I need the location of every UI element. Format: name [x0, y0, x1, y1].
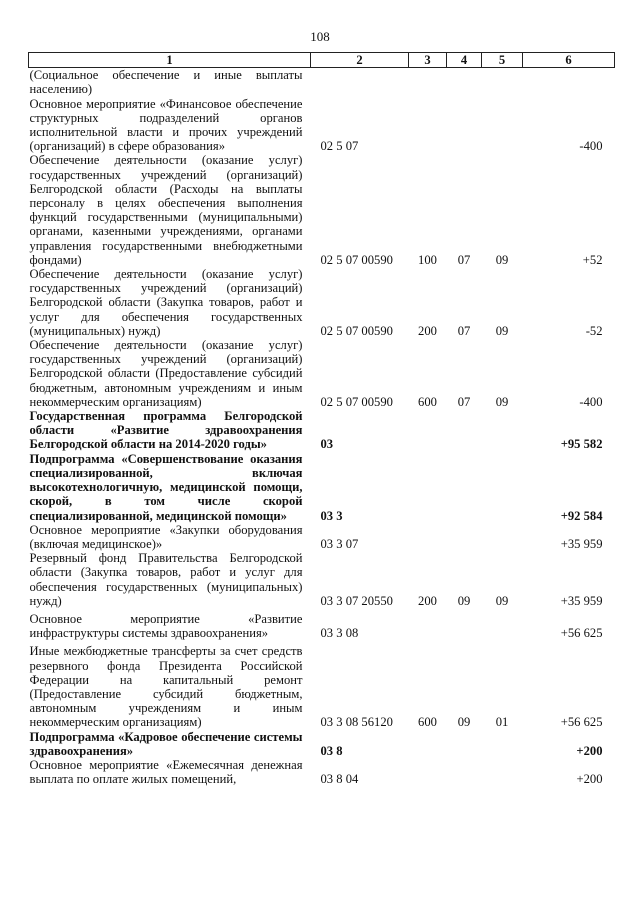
row-section — [447, 409, 482, 452]
table-row — [29, 608, 615, 640]
row-section — [447, 68, 482, 97]
row-code — [311, 68, 409, 97]
header-row — [29, 53, 615, 68]
table-body — [29, 68, 615, 787]
row-section — [447, 608, 482, 640]
row-code: 03 — [320, 437, 334, 452]
row-amount: +35 959 — [560, 593, 603, 608]
row-expense-type — [409, 758, 447, 786]
row-name: Основное мероприятие «Ежемесячная денежная выплата по оплате жилых помещений, — [29, 757, 303, 787]
row-amount: -400 — [579, 394, 603, 409]
row-subsection — [482, 97, 523, 154]
row-amount: +95 582 — [560, 437, 603, 452]
row-amount: +200 — [576, 772, 603, 787]
row-name: Иные межбюджетные трансферты за счет средств резервного фонда Президента Российской Федерации на капитальный ремонт (Предоставление субсидий бюджетным, автономным учреждениям и иным некоммерческим организациям) — [29, 644, 303, 730]
row-subsection — [482, 68, 523, 97]
row-subsection — [482, 409, 523, 452]
row-subsection — [482, 608, 523, 640]
row-expense-type — [409, 452, 447, 523]
row-amount: +52 — [582, 252, 603, 267]
row-amount: +92 584 — [560, 508, 603, 523]
row-name: Основное мероприятие «Развитие инфраструктуры системы здравоохранения» — [29, 611, 303, 641]
row-expense-type — [409, 409, 447, 452]
row-code: 03 3 08 — [320, 626, 359, 641]
table-row — [29, 452, 615, 523]
row-subsection — [482, 523, 523, 551]
row-code: 02 5 07 00590 — [320, 252, 393, 267]
row-expense-type: 600 — [418, 394, 437, 409]
table-row — [29, 267, 615, 338]
row-subsection: 01 — [495, 715, 509, 730]
header-cell-4: 4 — [447, 53, 482, 68]
row-expense-type: 100 — [418, 252, 437, 267]
row-subsection — [482, 730, 523, 758]
row-expense-type — [409, 68, 447, 97]
row-section — [447, 523, 482, 551]
row-amount: -400 — [579, 139, 603, 154]
row-section: 07 — [457, 252, 471, 267]
row-code: 03 3 07 20550 — [320, 593, 393, 608]
row-code: 03 3 — [320, 508, 343, 523]
header-cell-2: 2 — [311, 53, 409, 68]
row-expense-type — [409, 730, 447, 758]
header-cell-3: 3 — [409, 53, 447, 68]
row-section — [447, 758, 482, 786]
page-number: 108 — [310, 29, 330, 44]
table-row — [29, 523, 615, 551]
row-amount: +56 625 — [560, 715, 603, 730]
row-expense-type: 200 — [418, 593, 437, 608]
row-section: 07 — [457, 394, 471, 409]
row-name: Подпрограмма «Кадровое обеспечение системы здравоохранения» — [29, 729, 303, 758]
row-subsection — [482, 758, 523, 786]
row-section: 07 — [457, 323, 471, 338]
row-subsection: 09 — [495, 323, 509, 338]
row-amount: +200 — [576, 743, 603, 758]
row-subsection: 09 — [495, 593, 509, 608]
row-subsection: 09 — [495, 394, 509, 409]
row-expense-type — [409, 97, 447, 154]
header-cell-1: 1 — [29, 53, 311, 68]
table-row — [29, 97, 615, 154]
row-name: Обеспечение деятельности (оказание услуг) государственных учреждений (организаций) Белгородской области (Предоставление субсидий бюджетным, автономным учреждениям и иным некоммерческим организациям) — [29, 338, 303, 409]
table-row — [29, 640, 615, 729]
header-cell-6: 6 — [523, 53, 615, 68]
table-row — [29, 730, 615, 758]
row-subsection — [482, 452, 523, 523]
row-section: 09 — [457, 715, 471, 730]
row-name: (Социальное обеспечение и иные выплаты населению) — [29, 68, 303, 97]
row-name: Подпрограмма «Совершенствование оказания специализированной, включая высокотехнологичную, медицинской помощи, скорой, в том числе скорой специализированной, медицинской помощи» — [29, 451, 303, 523]
row-code: 02 5 07 00590 — [320, 394, 393, 409]
row-amount — [523, 68, 615, 97]
row-expense-type — [409, 523, 447, 551]
table-header — [29, 53, 615, 68]
row-subsection: 09 — [495, 252, 509, 267]
row-name: Обеспечение деятельности (оказание услуг) государственных учреждений (организаций) Белгородской области (Закупка товаров, работ и услуг для обеспечения государственных (муниципальных) нужд) — [29, 267, 303, 338]
row-code: 03 8 04 — [320, 772, 359, 787]
row-name: Основное мероприятие «Финансовое обеспечение структурных подразделений органов исполнительной власти и прочих учреждений (организаций) в сфере образования» — [29, 96, 303, 154]
row-section — [447, 730, 482, 758]
row-code: 02 5 07 — [320, 139, 359, 154]
row-code: 03 8 — [320, 743, 343, 758]
table-row — [29, 153, 615, 267]
row-amount: +35 959 — [560, 536, 603, 551]
budget-table — [28, 52, 615, 786]
row-section: 09 — [457, 593, 471, 608]
row-expense-type: 200 — [418, 323, 437, 338]
table-row — [29, 338, 615, 409]
table-row — [29, 758, 615, 786]
table-row — [29, 68, 615, 97]
row-amount: +56 625 — [560, 626, 603, 641]
row-expense-type: 600 — [418, 715, 437, 730]
row-code: 02 5 07 00590 — [320, 323, 393, 338]
row-code: 03 3 08 56120 — [320, 715, 393, 730]
table-row — [29, 409, 615, 452]
row-section — [447, 452, 482, 523]
row-expense-type — [409, 608, 447, 640]
row-section — [447, 97, 482, 154]
row-name: Основное мероприятие «Закупки оборудования (включая медицинское)» — [29, 522, 303, 551]
header-cell-5: 5 — [482, 53, 523, 68]
row-amount: -52 — [585, 323, 603, 338]
row-name: Резервный фонд Правительства Белгородской области (Закупка товаров, работ и услуг для обеспечения государственных (муниципальных) нужд) — [29, 551, 303, 608]
table-row — [29, 551, 615, 608]
row-name: Обеспечение деятельности (оказание услуг) государственных учреждений (организаций) Белгородской области (Расходы на выплаты персоналу в целях обеспечения выполнения функций государственными (муниципальными) органами, казенными учреждениями, органами управления государственными внебюджетными фондами) — [29, 153, 303, 267]
row-name: Государственная программа Белгородской области «Развитие здравоохранения Белгородской области на 2014-2020 годы» — [29, 409, 303, 452]
row-code: 03 3 07 — [320, 536, 359, 551]
